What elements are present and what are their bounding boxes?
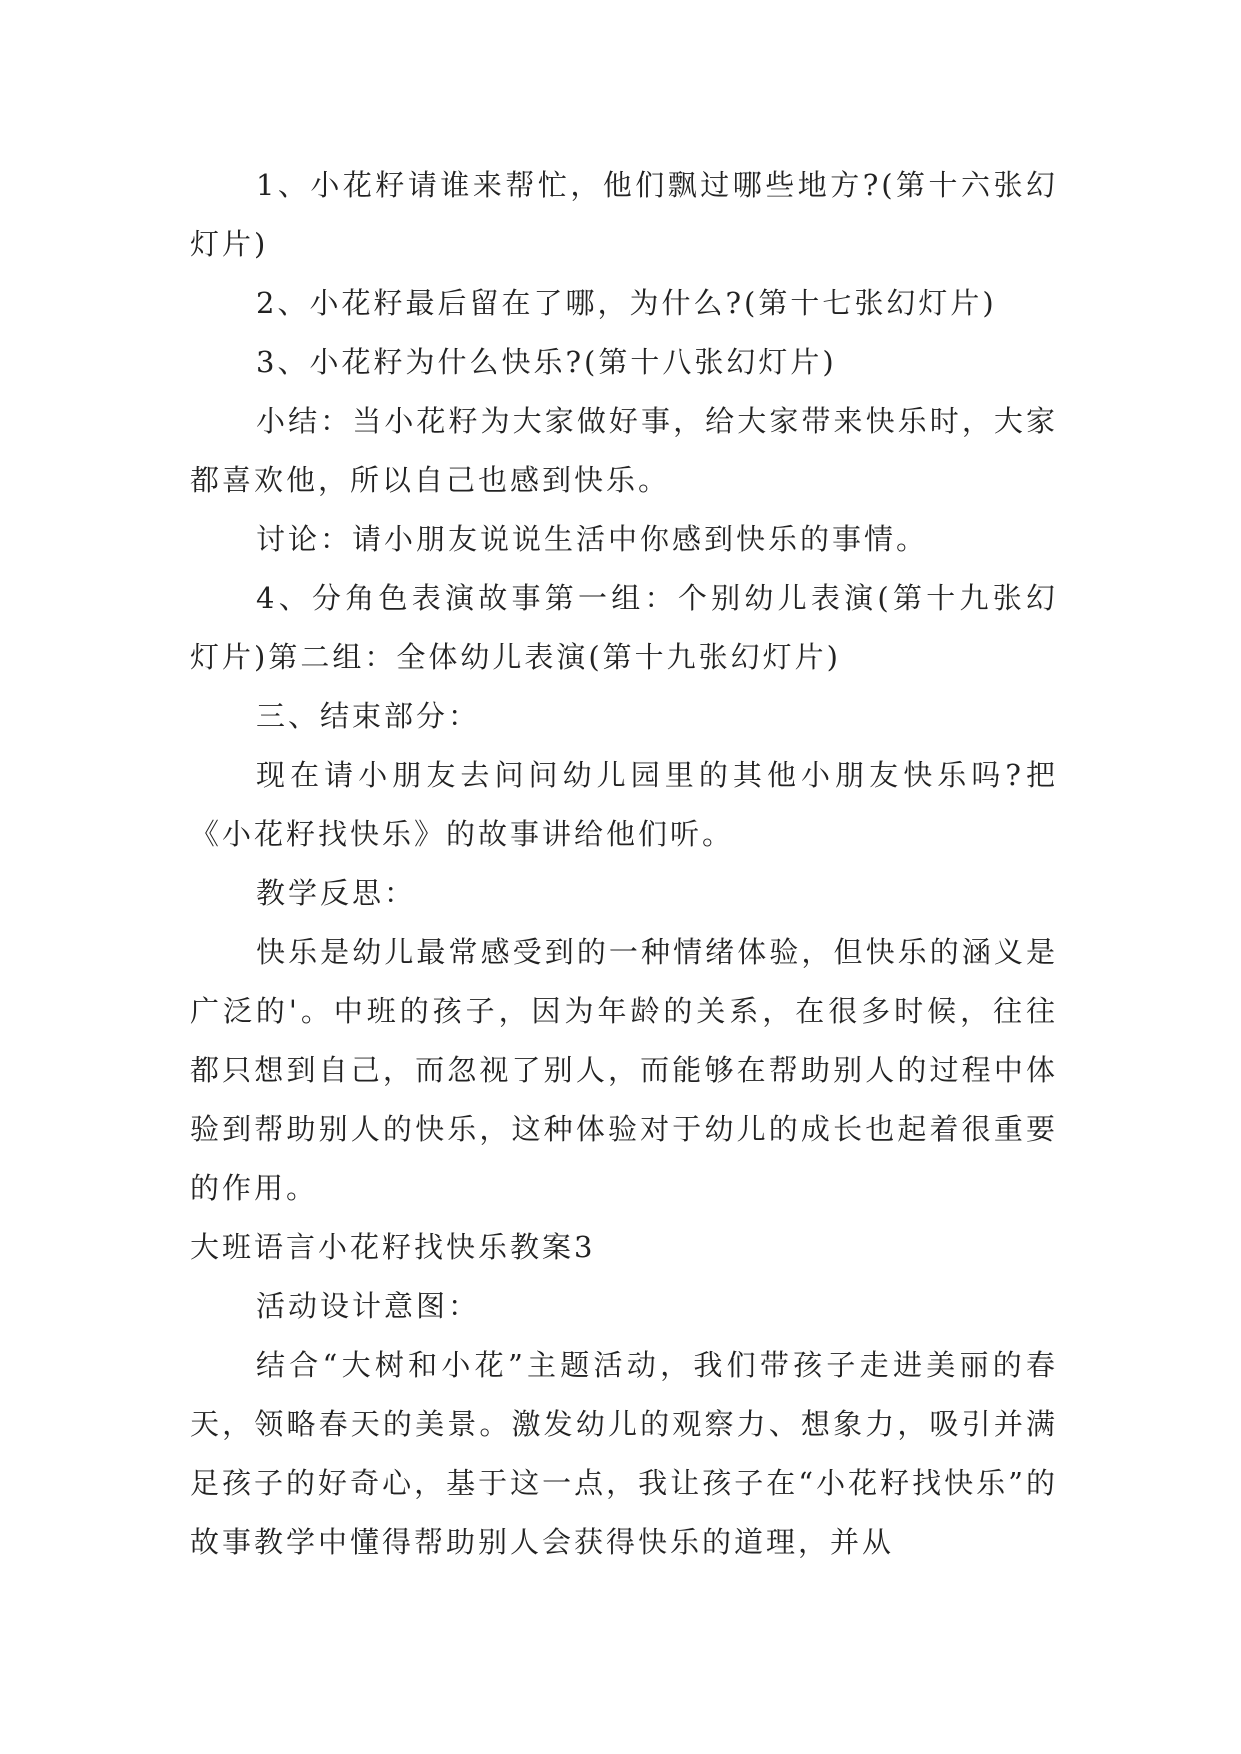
paragraph-ending-heading: 三、结束部分： bbox=[256, 699, 481, 733]
paragraph-reflection: 快乐是幼儿最常感受到的一种情绪体验，但快乐的涵义是广泛的'。中班的孩子，因为年龄的关系，在很多时候，往往都只想到自己，而忽视了别人，而能够在帮助别人的过程中体验到帮助别人的快乐，这种体验对于幼儿的成长也起着很重要的作用。 bbox=[190, 935, 1058, 1205]
paragraph-summary: 小结：当小花籽为大家做好事，给大家带来快乐时，大家都喜欢他，所以自己也感到快乐。 bbox=[190, 404, 1058, 497]
paragraph-reflection-heading: 教学反思： bbox=[256, 876, 417, 910]
paragraph-question-1: 1、小花籽请谁来帮忙，他们飘过哪些地方?(第十六张幻灯片) bbox=[190, 168, 1058, 261]
section-title: 大班语言小花籽找快乐教案3 bbox=[190, 1230, 596, 1264]
document-page bbox=[190, 156, 1058, 1572]
paragraph-question-2: 2、小花籽最后留在了哪，为什么?(第十七张幻灯片) bbox=[256, 286, 997, 320]
paragraph-discussion: 讨论：请小朋友说说生活中你感到快乐的事情。 bbox=[256, 522, 929, 556]
paragraph-design-intent: 结合“大树和小花”主题活动，我们带孩子走进美丽的春天，领略春天的美景。激发幼儿的观察力、想象力，吸引并满足孩子的好奇心，基于这一点，我让孩子在“小花籽找快乐”的故事教学中懂得帮助别人会获得快乐的道理，并从 bbox=[190, 1348, 1058, 1559]
paragraph-ending: 现在请小朋友去问问幼儿园里的其他小朋友快乐吗?把《小花籽找快乐》的故事讲给他们听。 bbox=[190, 758, 1058, 851]
paragraph-role-play: 4、分角色表演故事第一组：个别幼儿表演(第十九张幻灯片)第二组：全体幼儿表演(第十九张幻灯片) bbox=[190, 581, 1058, 674]
paragraph-question-3: 3、小花籽为什么快乐?(第十八张幻灯片) bbox=[256, 345, 837, 379]
paragraph-design-heading: 活动设计意图： bbox=[256, 1289, 481, 1323]
